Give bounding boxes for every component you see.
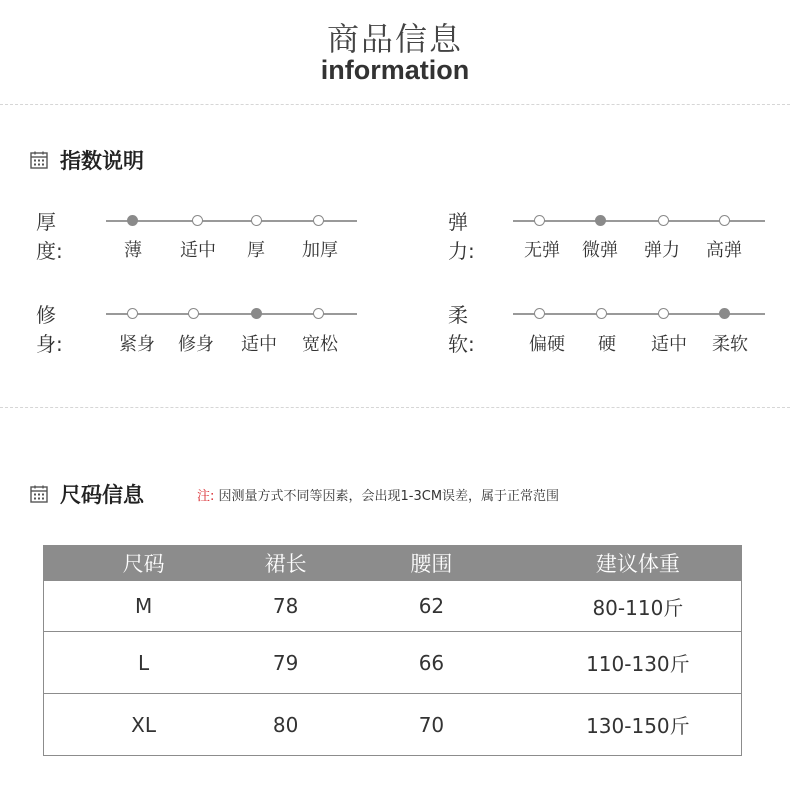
table-row bbox=[44, 694, 742, 756]
table-cell: M bbox=[44, 581, 244, 632]
header-weight: 建议体重 bbox=[535, 545, 742, 581]
scale-dot bbox=[596, 308, 607, 319]
scale-label: 弹力: bbox=[448, 210, 475, 263]
table-cell: 70 bbox=[328, 694, 535, 756]
header-skirt-length: 裙长 bbox=[243, 545, 328, 581]
size-table bbox=[43, 545, 742, 756]
scale-dot bbox=[313, 215, 324, 226]
table-cell: 130-150斤 bbox=[535, 694, 742, 756]
scale-option: 加厚 bbox=[302, 240, 338, 261]
size-section-heading bbox=[30, 479, 144, 509]
table-cell: 78 bbox=[243, 581, 328, 632]
scale-dot bbox=[534, 308, 545, 319]
scale-dot bbox=[192, 215, 203, 226]
table-header-row bbox=[44, 545, 742, 581]
table-cell: 80 bbox=[243, 694, 328, 756]
index-section-heading bbox=[30, 145, 144, 175]
scale-dot bbox=[658, 215, 669, 226]
table-cell: 110-130斤 bbox=[535, 632, 742, 694]
scale-dot-selected bbox=[719, 308, 730, 319]
table-cell: 79 bbox=[243, 632, 328, 694]
scale-option: 适中 bbox=[241, 334, 277, 355]
table-cell: L bbox=[44, 632, 244, 694]
note-prefix: 注: bbox=[197, 489, 215, 504]
measurement-note bbox=[197, 485, 559, 504]
scale-option: 紧身 bbox=[119, 334, 155, 355]
page-title: 商品信息 bbox=[326, 20, 463, 58]
scale-option: 弹力 bbox=[644, 240, 680, 261]
scale-dot bbox=[188, 308, 199, 319]
table-cell: 80-110斤 bbox=[535, 581, 742, 632]
table-cell: 62 bbox=[328, 581, 535, 632]
header-size: 尺码 bbox=[44, 545, 244, 581]
scale-option: 硬 bbox=[598, 334, 616, 355]
scale-dot-selected bbox=[595, 215, 606, 226]
scale-dot bbox=[313, 308, 324, 319]
scale-option: 薄 bbox=[124, 240, 142, 261]
table-row bbox=[44, 632, 742, 694]
scale-dot bbox=[534, 215, 545, 226]
scale-option: 柔软 bbox=[712, 334, 748, 355]
calendar-icon bbox=[30, 485, 48, 503]
table-row bbox=[44, 581, 742, 632]
scale-option: 宽松 bbox=[302, 334, 338, 355]
scale-label: 柔软: bbox=[448, 303, 475, 356]
index-section-title: 指数说明 bbox=[60, 149, 144, 173]
scale-dot-selected bbox=[127, 215, 138, 226]
scale-dot bbox=[251, 215, 262, 226]
scale-label: 修身: bbox=[36, 303, 63, 356]
scale-dot bbox=[719, 215, 730, 226]
scale-dot-selected bbox=[251, 308, 262, 319]
scale-option: 无弹 bbox=[524, 240, 560, 261]
scale-option: 偏硬 bbox=[529, 334, 565, 355]
size-section-title: 尺码信息 bbox=[60, 483, 144, 507]
note-text: 因测量方式不同等因素，会出现1-3CM误差，属于正常范围 bbox=[218, 489, 560, 504]
scale-label: 厚度: bbox=[36, 210, 63, 263]
table-cell: XL bbox=[44, 694, 244, 756]
scale-option: 高弹 bbox=[706, 240, 742, 261]
header-waist: 腰围 bbox=[328, 545, 535, 581]
page-subtitle: information bbox=[320, 55, 470, 85]
divider-middle bbox=[0, 407, 790, 408]
scale-dot bbox=[127, 308, 138, 319]
scale-option: 微弹 bbox=[582, 240, 618, 261]
scale-option: 适中 bbox=[651, 334, 687, 355]
calendar-icon bbox=[30, 151, 48, 169]
divider-top bbox=[0, 104, 790, 105]
table-cell: 66 bbox=[328, 632, 535, 694]
scale-dot bbox=[658, 308, 669, 319]
scale-option: 修身 bbox=[178, 334, 214, 355]
scale-option: 适中 bbox=[180, 240, 216, 261]
scale-option: 厚 bbox=[247, 240, 265, 261]
